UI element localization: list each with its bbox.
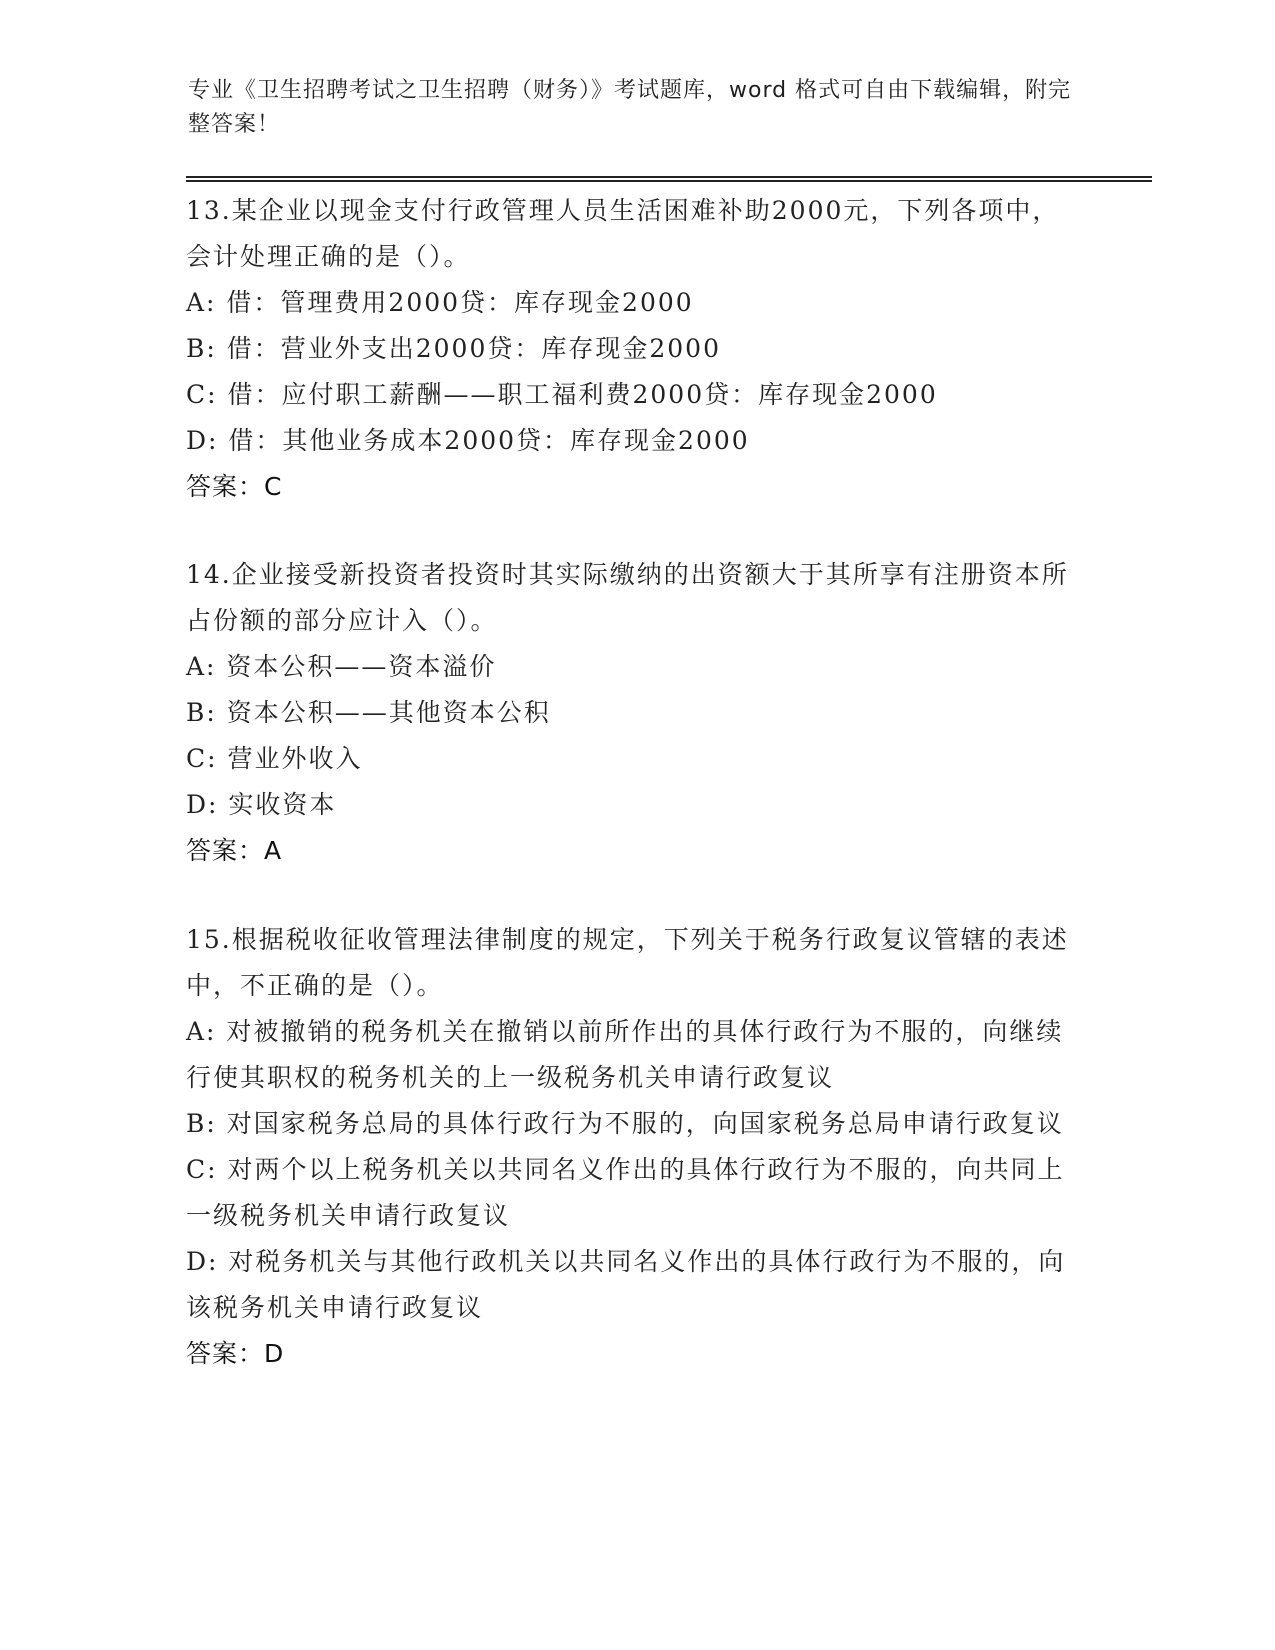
option-d: D: 实收资本	[186, 790, 337, 819]
question-13	[186, 188, 1076, 510]
option-a: A: 对被撤销的税务机关在撤销以前所作出的具体行政行为不服的，向继续行使其职权的税务机关的上一级税务机关申请行政复议	[186, 1017, 1064, 1092]
option-d: D: 借：其他业务成本2000贷：库存现金2000	[186, 426, 750, 455]
question-14	[186, 552, 1076, 874]
option-c: C: 营业外收入	[186, 744, 363, 773]
header-divider	[186, 176, 1152, 182]
option-a: A: 资本公积——资本溢价	[186, 652, 497, 681]
answer-label: 答案：D	[186, 1339, 285, 1368]
option-c: C: 借：应付职工薪酬——职工福利费2000贷：库存现金2000	[186, 380, 938, 409]
question-stem: 15.根据税收征收管理法律制度的规定，下列关于税务行政复议管辖的表述中，不正确的是（）。	[186, 925, 1069, 1000]
option-d: D: 对税务机关与其他行政机关以共同名义作出的具体行政行为不服的，向该税务机关申请行政复议	[186, 1247, 1066, 1322]
question-15	[186, 917, 1076, 1377]
question-stem: 13.某企业以现金支付行政管理人员生活困难补助2000元，下列各项中，会计处理正确的是（）。	[186, 196, 1060, 271]
answer-label: 答案：C	[186, 472, 283, 501]
question-stem: 14.企业接受新投资者投资时其实际缴纳的出资额大于其所享有注册资本所占份额的部分应计入（）。	[186, 560, 1069, 635]
document-header: 专业《卫生招聘考试之卫生招聘（财务）》考试题库，word 格式可自由下载编辑，附完整答案！	[188, 78, 1072, 137]
answer-label: 答案：A	[186, 836, 283, 865]
option-a: A: 借：管理费用2000贷：库存现金2000	[186, 288, 694, 317]
option-c: C: 对两个以上税务机关以共同名义作出的具体行政行为不服的，向共同上一级税务机关申请行政复议	[186, 1155, 1065, 1230]
option-b: B: 对国家税务总局的具体行政行为不服的，向国家税务总局申请行政复议	[186, 1109, 1064, 1138]
option-b: B: 借：营业外支出2000贷：库存现金2000	[186, 334, 721, 363]
option-b: B: 资本公积——其他资本公积	[186, 698, 551, 727]
